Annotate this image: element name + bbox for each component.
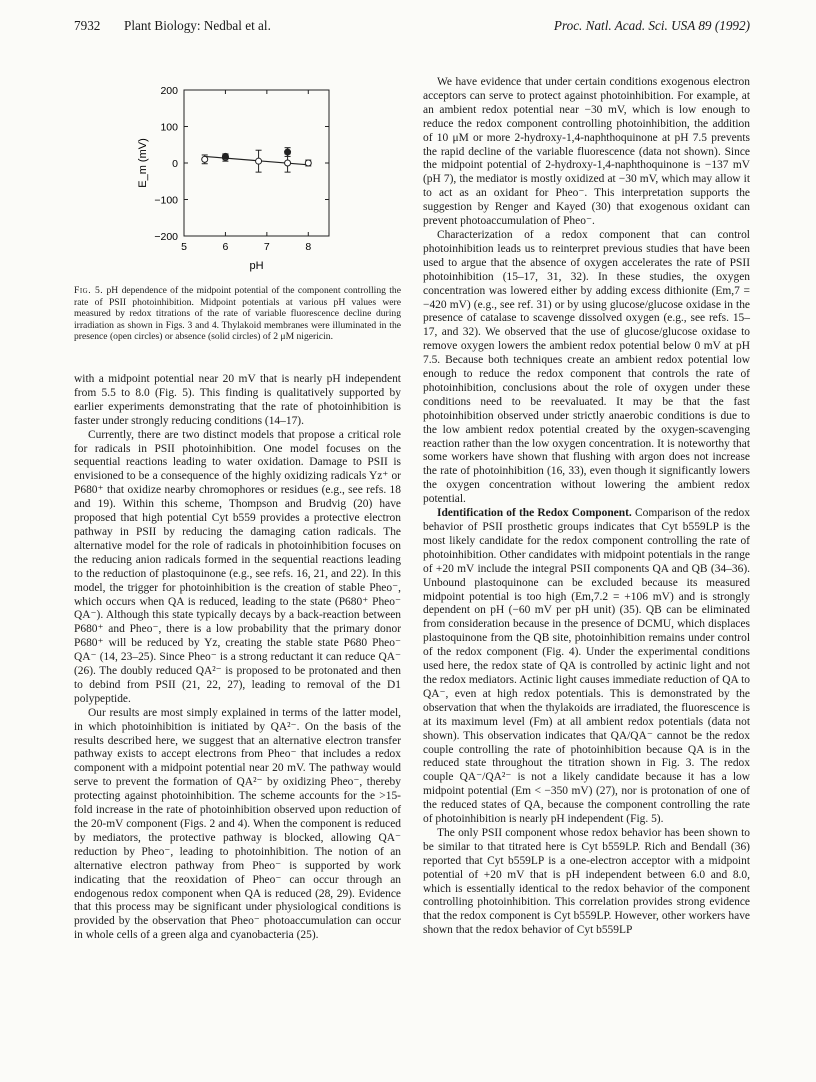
section-heading: Identification of the Redox Component. — [437, 507, 632, 520]
paragraph: Characterization of a redox component that can control photoinhibition leads us to reinterpret previous studies that have been used to argue that the absence of oxygen accelerates the rate of PSII photoinhibition (15–17, 31, 32). In these studies, the oxygen concentration was lowered either by adding excess dithionite (Em,7 = −420 mV) (e.g., see ref. 31) or by using glucose/glucose oxidase in the presence of catalase to scavenge dissolved oxygen (e.g., see refs. 15–17, and 32). We observed that the use of glucose/glucose oxidase to remove oxygen lowers the ambient redox potential below 0 mV at pH 7.5. Because both techniques create an ambient redox potential low enough to reduce the redox component that controls the rate of photoinhibition, conclusions about the role of oxygen under these conditions need to be reevaluated. It may be that the fast photoinhibition observed under strictly anaerobic conditions is due to the low ambient redox potential created by the oxygen-scavenging reaction rather than the low oxygen concentration. It is noteworthy that some workers have shown that flushing with argon does not increase the rate of photoinhibition (16, 33), even though it significantly lowers the oxygen concentration without lowering the ambient redox potential. — [423, 228, 750, 506]
x-axis-label: pH — [249, 260, 264, 272]
figure-5 — [124, 76, 344, 276]
paragraph: Our results are most simply explained in terms of the latter model, in which photoinhibition is initiated by QA²⁻. On the basis of the results described here, we suggest that an alternative electron transfer pathway exists to accept electrons from Pheo⁻ that includes a redox component with a midpoint potential near 20 mV. The pathway would serve to prevent the formation of QA²⁻ by oxidizing Pheo⁻, thereby protecting against photoinhibition. The scheme accounts for the >15-fold increase in the rate of photoinhibition observed upon reduction of the 20-mV component (Figs. 2 and 4). When the component is reduced by mediators, the protective pathway is blocked, allowing QA⁻ reduction by Pheo⁻, leading to photoinhibition. The notion of an alternative electron pathway from Pheo⁻ is supported by work indicating that the reoxidation of Pheo⁻ can occur through an endogenous redox component when QA is reduced (28, 29). Evidence that this process may be significant under physiological conditions is provided by the observation that Pheo⁻ photoaccumulation can occur in whole cells of a green alga and cyanobacteria (25). — [74, 706, 401, 942]
data-point-solid — [285, 149, 291, 155]
paragraph: We have evidence that under certain conditions exogenous electron acceptors can serve to protect against photoinhibition. For example, at an ambient redox potential near −30 mV, which is low enough to reduce the redox component controlling photoinhibition, the addition of 10 μM or more 2-hydroxy-1,4-naphthoquinone at pH 7.5 prevents the rapid decline of the variable fluorescence (data not shown). Since the midpoint potential of 2-hydroxy-1,4-naphthoquinone is −137 mV (pH 7), the mediator is mostly oxidized at −30 mV, which may allow it to act as an oxidant for Pheo⁻. This interpretation supports the suggestion by Renger and Kayed (30) that exogenous oxidant can prevent photoaccumulation of Pheo⁻. — [423, 76, 750, 228]
journal-citation: Proc. Natl. Acad. Sci. USA 89 (1992) — [553, 18, 750, 33]
data-point-open — [256, 158, 262, 164]
y-tick-label: −100 — [154, 194, 178, 207]
data-point-open — [202, 156, 208, 162]
paragraph: Currently, there are two distinct models that propose a critical role for radicals in PSII photoinhibition. One model focuses on the sequential reactions leading to water oxidation. Damage to PSII is envisioned to be a consequence of the highly oxidizing radicals Yz⁺ or P680⁺ that oxidize nearby chromophores or residues (e.g., see refs. 18 and 19). Within this scheme, Thompson and Brudvig (20) have proposed that high potential Cyt b559 provides a protective electron pathway in PSII by reducing the damaging cation radicals. The alternative model for the role of radicals in photoinhibition focuses on the reducing anion radicals formed in the sequential reactions leading to the reduction of plastoquinone (e.g., see refs. 16, 21, and 22). In this model, the trigger for photoinhibition is the creation of stable Pheo⁻, which occurs when QA is reduced, leading to the state (P680⁺ Pheo⁻ QA⁻). Although this state typically decays by a back-reaction between P680⁺ and Pheo⁻, there is a low probability that the primary donor P680⁺ will be reduced by Yz, creating the stable state P680 Pheo⁻ QA⁻ (14, 23–25). Since Pheo⁻ is a strong reductant it can reduce QA⁻ (26). The doubly reduced QA²⁻ is proposed to be protonated and then to debind from PSII (21, 22, 27), leading to removal of the D1 polypeptide. — [74, 428, 401, 705]
section-paragraph — [423, 507, 750, 827]
y-tick-label: 0 — [172, 158, 178, 170]
page-header — [74, 18, 750, 38]
section-text: Comparison of the redox behavior of PSII prosthetic groups indicates that Cyt b559LP is the most likely candidate for the redox component controlling the rate of photoinhibition. Other candidates with midpoint potentials in the range of +20 mV include the integral PSII components QA and QB (34–36). Unbound plastoquinone can be excluded because its measured midpoint potential is too high (Em,7.2 = +106 mV) and is strongly dependent on pH (−60 mV per pH unit) (35). QB can be eliminated from consideration because in the presence of DCMU, which displaces plastoquinone from the QB site, photoinhibition remains under control of the redox component (Fig. 4). Under the experimental conditions used here, the redox state of QA is controlled by actinic light and not the redox mediators. Actinic light causes immediate reduction of QA to QA⁻, even at high redox potentials. This is demonstrated by the observation that when the thylakoids are irradiated, the fluorescence is at its maximum level (Fm) at all ambient redox potentials (data not shown). This observation indicates that QA/QA⁻ cannot be the redox couple controlling the rate of photoinhibition because QA is in the reduced state throughout the titration shown in Fig. 3. The redox couple QA⁻/QA²⁻ is not a likely candidate because it has a low midpoint potential (Em < −350 mV) (27), nor is protonation of one of the reduced states of QA, because the component controlling the rate of photoinhibition is nearly pH independent (Fig. 5). — [423, 507, 750, 826]
running-title: Plant Biology: Nedbal et al. — [124, 18, 271, 33]
data-point-open — [285, 160, 291, 166]
x-tick-label: 6 — [222, 241, 229, 253]
data-point-open — [305, 160, 311, 166]
right-column — [423, 76, 750, 938]
y-tick-label: 100 — [160, 121, 178, 134]
x-tick-label: 8 — [305, 241, 312, 253]
data-point-solid — [222, 153, 228, 159]
figure-caption — [74, 285, 401, 343]
figure-5-chart — [124, 76, 344, 276]
x-tick-label: 7 — [263, 241, 270, 253]
paragraph: The only PSII component whose redox behavior has been shown to be similar to that titrated here is Cyt b559LP. Rich and Bendall (36) reported that Cyt b559LP is a one-electron acceptor with a midpoint potential of +20 mV that is pH independent between 6.0 and 8.0, which is essentially identical to the redox behavior of the component controlling photoinhibition. This correlation provides strong evidence that the redox component is Cyt b559LP. However, other workers have shown that the redox behavior of Cyt b559LP — [423, 826, 750, 937]
left-column — [74, 373, 401, 943]
paragraph: with a midpoint potential near 20 mV that is nearly pH independent from 5.5 to 8.0 (Fig. 5). This finding is qualitatively supported by earlier experiments demonstrating that the rate of photoinhibition is faster under strongly reducing conditions (14–17). — [74, 373, 401, 427]
page-number: 7932 — [74, 18, 101, 33]
y-tick-label: −200 — [154, 231, 178, 243]
y-tick-label: 200 — [160, 85, 178, 97]
x-tick-label: 5 — [181, 241, 187, 253]
caption-label: Fig. 5. — [74, 285, 104, 296]
caption-text: pH dependence of the midpoint potential of the component controlling the rate of PSII photoinhibition. Midpoint potentials at various pH values were measured by redox titrations of the rate of variable fluorescence decline during irradiation as shown in Figs. 3 and 4. Thylakoid membranes were illuminated in the presence (open circles) or absence (solid circles) of 2 μM nigericin. — [74, 285, 401, 343]
y-axis-label: E_m (mV) — [137, 138, 149, 188]
